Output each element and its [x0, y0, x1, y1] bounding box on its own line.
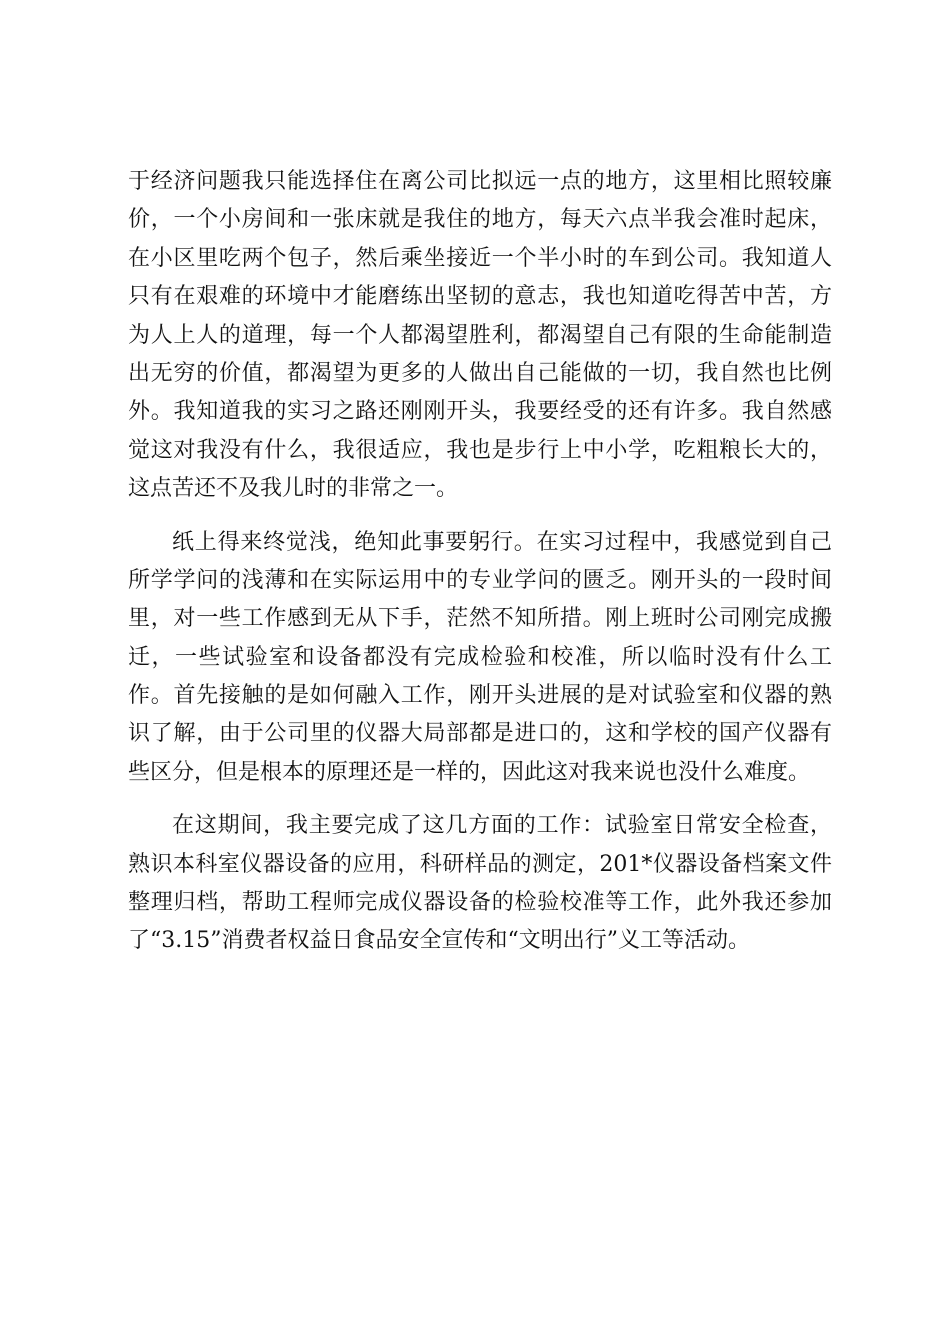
text-line: 作。首先接触的是如何融入工作，刚开头进展的是对试验室和仪器的熟 [128, 683, 832, 709]
text-line: 整理归档，帮助工程师完成仪器设备的检验校准等工作，此外我还参加 [128, 890, 832, 916]
text-line: 只有在艰难的环境中才能磨练出坚韧的意志，我也知道吃得苦中苦，方 [128, 284, 832, 310]
paragraph-2 [128, 524, 832, 793]
text-line: 了“3.15”消费者权益日食品安全宣传和“文明出行”义工等活动。 [128, 928, 750, 954]
text-line: 出无穷的价值，都渴望为更多的人做出自己能做的一切，我自然也比例 [128, 360, 832, 386]
paragraph-spacer [128, 792, 832, 807]
text-line: 识了解，由于公司里的仪器大局部都是进口的，这和学校的国产仪器有 [128, 721, 832, 747]
text-line: 在小区里吃两个包子，然后乘坐接近一个半小时的车到公司。我知道人 [128, 245, 832, 271]
text-line: 熟识本科室仪器设备的应用，科研样品的测定，201*仪器设备档案文件 [128, 851, 832, 877]
text-line: 为人上人的道理，每一个人都渴望胜利，都渴望自己有限的生命能制造 [128, 322, 832, 348]
text-line: 这点苦还不及我儿时的非常之一。 [128, 476, 459, 502]
text-line: 外。我知道我的实习之路还刚刚开头，我要经受的还有许多。我自然感 [128, 399, 832, 425]
text-line: 在这期间，我主要完成了这几方面的工作：试验室日常安全检查， [172, 813, 832, 839]
paragraph-3 [128, 807, 832, 961]
text-line: 于经济问题我只能选择住在离公司比拟远一点的地方，这里相比照较廉 [128, 169, 832, 194]
text-line: 里，对一些工作感到无从下手，茫然不知所措。刚上班时公司刚完成搬 [128, 606, 832, 632]
text-line: 价，一个小房间和一张床就是我住的地方，每天六点半我会准时起床， [128, 207, 832, 233]
text-line: 纸上得来终觉浅，绝知此事要躬行。在实习过程中，我感觉到自己 [172, 529, 832, 555]
document-body [128, 163, 832, 961]
text-line: 觉这对我没有什么，我很适应，我也是步行上中小学，吃粗粮长大的， [128, 437, 832, 463]
text-line: 迁，一些试验室和设备都没有完成检验和校准，所以临时没有什么工 [128, 644, 832, 670]
paragraph-1 [128, 163, 832, 509]
text-line: 些区分，但是根本的原理还是一样的，因此这对我来说也没什么难度。 [128, 759, 811, 785]
text-line: 所学学问的浅薄和在实际运用中的专业学问的匮乏。刚开头的一段时间 [128, 567, 832, 593]
paragraph-spacer [128, 509, 832, 524]
